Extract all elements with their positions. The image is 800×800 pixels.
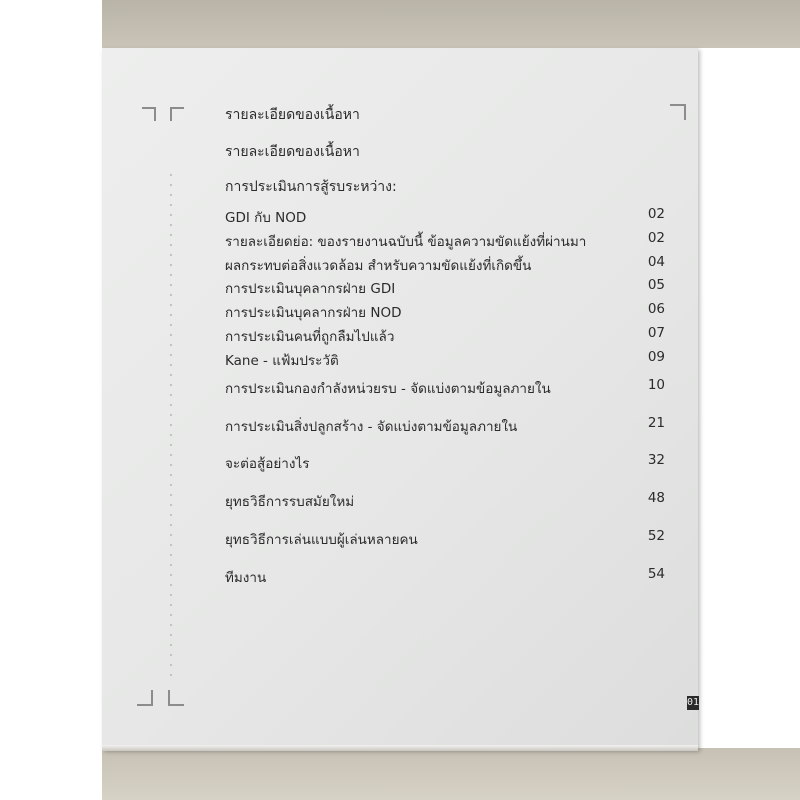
toc-row — [225, 301, 665, 321]
background-bottom — [102, 748, 800, 800]
dotted-guide-line — [170, 170, 172, 680]
crop-mark-bottom-left-inner — [168, 690, 184, 706]
toc-row — [225, 490, 665, 510]
background-right — [700, 48, 800, 800]
toc-page: 21 — [647, 415, 665, 431]
toc-page: 07 — [647, 325, 665, 341]
toc-label: GDI กับ NOD — [225, 210, 307, 226]
booklet-page — [102, 48, 698, 750]
toc-row — [225, 349, 665, 369]
heading-battle-assessment: การประเมินการสู้รบระหว่าง: — [225, 179, 397, 195]
toc-page: 06 — [647, 301, 665, 317]
toc-row — [225, 206, 665, 226]
crop-mark-top-left-outer — [142, 107, 156, 121]
toc-page: 32 — [647, 452, 665, 468]
heading-contents-2: รายละเอียดของเนื้อหา — [225, 144, 360, 160]
toc-label: การประเมินสิ่งปลูกสร้าง - จัดแบ่งตามข้อมูลภายใน — [225, 419, 518, 435]
toc-label: การประเมินคนที่ถูกลืมไปแล้ว — [225, 329, 395, 345]
crop-mark-bottom-left-outer — [137, 690, 153, 706]
toc-label: การประเมินบุคลากรฝ่าย GDI — [225, 281, 396, 297]
toc-page: 52 — [647, 528, 665, 544]
page-edge — [102, 745, 698, 751]
corner-page-mark: 01 — [687, 697, 699, 708]
toc-label: ยุทธวิธีการรบสมัยใหม่ — [225, 494, 355, 510]
toc-page: 48 — [647, 490, 665, 506]
toc-row — [225, 377, 665, 397]
toc-label: การประเมินบุคลากรฝ่าย NOD — [225, 305, 402, 321]
crop-mark-top-left-inner — [170, 107, 184, 121]
toc-page: 04 — [647, 254, 665, 270]
toc-page: 02 — [647, 230, 665, 246]
toc-label: จะต่อสู้อย่างไร — [225, 456, 310, 472]
heading-contents-1: รายละเอียดของเนื้อหา — [225, 107, 360, 123]
toc-label: Kane - แฟ้มประวัติ — [225, 353, 339, 369]
toc-label: ทีมงาน — [225, 570, 267, 586]
toc-row — [225, 452, 665, 472]
crop-mark-top-right — [670, 104, 686, 120]
toc-page: 10 — [647, 377, 665, 393]
toc-label: การประเมินกองกำลังหน่วยรบ - จัดแบ่งตามข้อมูลภายใน — [225, 381, 551, 397]
toc-label: ยุทธวิธีการเล่นแบบผู้เล่นหลายคน — [225, 532, 418, 548]
toc-label: รายละเอียดย่อ: ของรายงานฉบับนี้ ข้อมูลความขัดแย้งที่ผ่านมา — [225, 234, 587, 250]
toc-page: 54 — [647, 566, 665, 582]
toc-page: 09 — [647, 349, 665, 365]
background-left — [0, 0, 102, 800]
background-top — [102, 0, 800, 48]
toc-label: ผลกระทบต่อสิ่งแวดล้อม สำหรับความขัดแย้งที่เกิดขึ้น — [225, 258, 532, 274]
toc-row — [225, 277, 665, 297]
toc-row — [225, 254, 665, 274]
toc-page: 02 — [647, 206, 665, 222]
toc-row — [225, 566, 665, 586]
toc-row — [225, 230, 665, 250]
toc-page: 05 — [647, 277, 665, 293]
toc-row — [225, 415, 665, 435]
toc-row — [225, 528, 665, 548]
toc-row — [225, 325, 665, 345]
